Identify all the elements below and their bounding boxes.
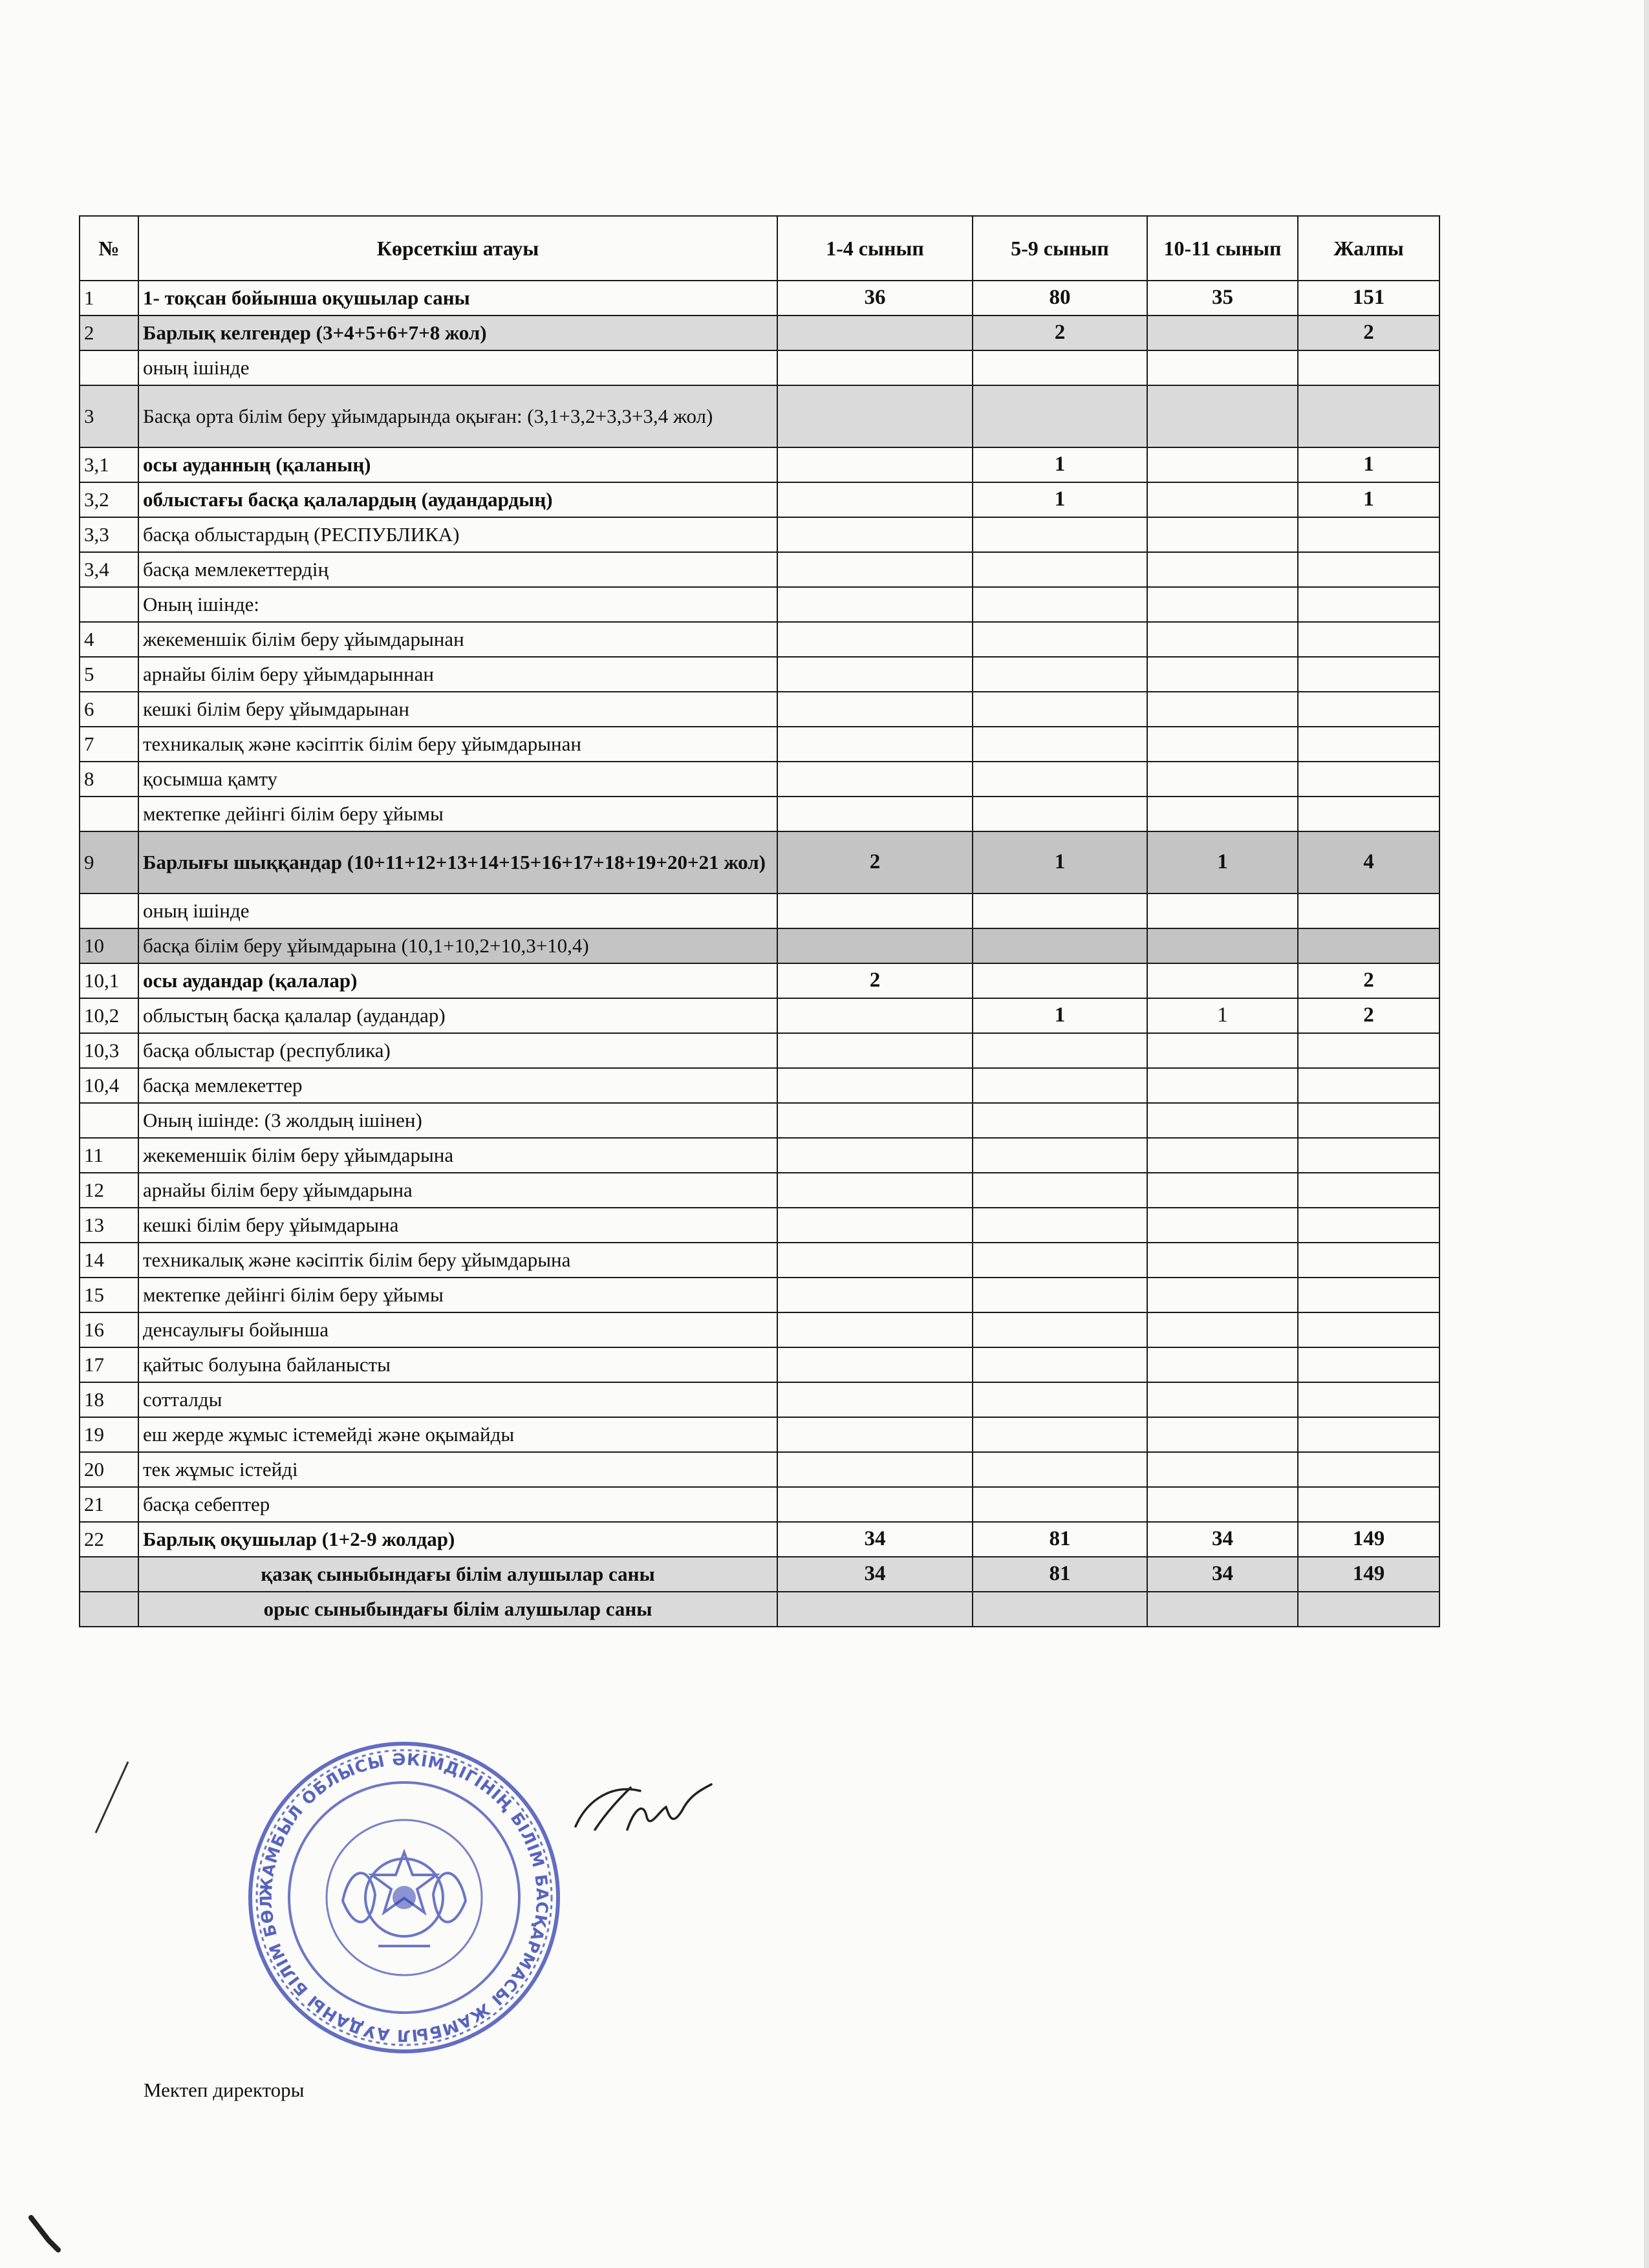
grades-1-4-cell bbox=[777, 1208, 973, 1243]
grades-5-9-cell bbox=[973, 517, 1147, 552]
total-cell bbox=[1298, 552, 1439, 587]
grades-1-4-cell bbox=[777, 1103, 973, 1138]
row-number-cell: 5 bbox=[80, 657, 138, 692]
grades-1-4-cell bbox=[777, 1382, 973, 1417]
indicator-name-cell: техникалық және кәсіптік білім беру ұйымдарына bbox=[138, 1243, 777, 1278]
grades-1-4-cell bbox=[777, 692, 973, 727]
indicator-name-cell: осы аудандар (қалалар) bbox=[138, 963, 777, 998]
grades-1-4-cell bbox=[777, 1068, 973, 1103]
table-row bbox=[80, 1347, 1439, 1382]
grades-10-11-cell bbox=[1147, 552, 1298, 587]
total-cell bbox=[1298, 692, 1439, 727]
table-row bbox=[80, 1487, 1439, 1522]
table-row bbox=[80, 928, 1439, 963]
row-number-cell: 14 bbox=[80, 1243, 138, 1278]
indicator-name-cell: басқа облыстар (республика) bbox=[138, 1033, 777, 1068]
grades-10-11-cell bbox=[1147, 928, 1298, 963]
total-cell: 1 bbox=[1298, 447, 1439, 482]
grades-10-11-cell bbox=[1147, 797, 1298, 831]
total-cell bbox=[1298, 350, 1439, 385]
table-row bbox=[80, 998, 1439, 1033]
grades-5-9-cell bbox=[973, 797, 1147, 831]
grades-5-9-cell bbox=[973, 1452, 1147, 1487]
table-row bbox=[80, 1592, 1439, 1627]
row-number-cell bbox=[80, 1103, 138, 1138]
grades-1-4-cell bbox=[777, 1173, 973, 1208]
grades-1-4-cell bbox=[777, 1278, 973, 1312]
table-row bbox=[80, 281, 1439, 316]
grades-10-11-cell bbox=[1147, 350, 1298, 385]
grades-1-4-cell bbox=[777, 762, 973, 797]
row-number-cell: 4 bbox=[80, 622, 138, 657]
grades-1-4-cell bbox=[777, 350, 973, 385]
row-number-cell: 21 bbox=[80, 1487, 138, 1522]
grades-10-11-cell bbox=[1147, 1243, 1298, 1278]
row-number-cell: 3,1 bbox=[80, 447, 138, 482]
table-row bbox=[80, 1173, 1439, 1208]
total-cell bbox=[1298, 727, 1439, 762]
report-table bbox=[79, 215, 1440, 1627]
table-row bbox=[80, 482, 1439, 517]
total-cell bbox=[1298, 622, 1439, 657]
grades-5-9-cell: 81 bbox=[973, 1522, 1147, 1557]
grades-1-4-cell bbox=[777, 385, 973, 447]
row-number-cell: 11 bbox=[80, 1138, 138, 1173]
table-row bbox=[80, 1382, 1439, 1417]
row-number-cell: 19 bbox=[80, 1417, 138, 1452]
grades-1-4-cell: 2 bbox=[777, 831, 973, 893]
row-number-cell: 15 bbox=[80, 1278, 138, 1312]
row-number-cell: 3,4 bbox=[80, 552, 138, 587]
grades-1-4-cell bbox=[777, 1487, 973, 1522]
grades-10-11-cell bbox=[1147, 762, 1298, 797]
header-grades-5-9: 5-9 сынып bbox=[973, 216, 1147, 281]
total-cell bbox=[1298, 385, 1439, 447]
row-number-cell: 22 bbox=[80, 1522, 138, 1557]
grades-10-11-cell bbox=[1147, 1312, 1298, 1347]
total-cell: 2 bbox=[1298, 998, 1439, 1033]
grades-10-11-cell bbox=[1147, 1417, 1298, 1452]
grades-10-11-cell bbox=[1147, 482, 1298, 517]
grades-10-11-cell bbox=[1147, 1138, 1298, 1173]
indicator-name-cell: кешкі білім беру ұйымдарына bbox=[138, 1208, 777, 1243]
table-row bbox=[80, 1278, 1439, 1312]
table-row bbox=[80, 1103, 1439, 1138]
grades-10-11-cell: 1 bbox=[1147, 831, 1298, 893]
table-row bbox=[80, 1243, 1439, 1278]
grades-10-11-cell bbox=[1147, 1592, 1298, 1627]
grades-1-4-cell bbox=[777, 587, 973, 622]
grades-1-4-cell bbox=[777, 797, 973, 831]
grades-1-4-cell bbox=[777, 727, 973, 762]
row-number-cell: 9 bbox=[80, 831, 138, 893]
grades-10-11-cell bbox=[1147, 1033, 1298, 1068]
grades-1-4-cell bbox=[777, 998, 973, 1033]
grades-10-11-cell bbox=[1147, 447, 1298, 482]
grades-5-9-cell bbox=[973, 1382, 1147, 1417]
grades-10-11-cell: 35 bbox=[1147, 281, 1298, 316]
row-number-cell: 3,2 bbox=[80, 482, 138, 517]
indicator-name-cell: орыс сыныбындағы білім алушылар саны bbox=[138, 1592, 777, 1627]
indicator-name-cell: қайтыс болуына байланысты bbox=[138, 1347, 777, 1382]
table-row bbox=[80, 893, 1439, 928]
table-row bbox=[80, 1208, 1439, 1243]
table-row bbox=[80, 622, 1439, 657]
grades-10-11-cell bbox=[1147, 587, 1298, 622]
grades-1-4-cell bbox=[777, 482, 973, 517]
grades-5-9-cell bbox=[973, 1278, 1147, 1312]
indicator-name-cell: Оның ішінде: bbox=[138, 587, 777, 622]
grades-1-4-cell bbox=[777, 1243, 973, 1278]
row-number-cell: 16 bbox=[80, 1312, 138, 1347]
total-cell: 149 bbox=[1298, 1522, 1439, 1557]
grades-5-9-cell bbox=[973, 928, 1147, 963]
grades-10-11-cell bbox=[1147, 1208, 1298, 1243]
row-number-cell: 13 bbox=[80, 1208, 138, 1243]
table-row bbox=[80, 1522, 1439, 1557]
row-number-cell: 10,1 bbox=[80, 963, 138, 998]
grades-5-9-cell bbox=[973, 1487, 1147, 1522]
row-number-cell: 7 bbox=[80, 727, 138, 762]
total-cell: 151 bbox=[1298, 281, 1439, 316]
grades-5-9-cell bbox=[973, 1592, 1147, 1627]
grades-10-11-cell bbox=[1147, 1103, 1298, 1138]
grades-1-4-cell bbox=[777, 657, 973, 692]
grades-10-11-cell bbox=[1147, 1452, 1298, 1487]
table-row bbox=[80, 797, 1439, 831]
grades-5-9-cell: 81 bbox=[973, 1557, 1147, 1592]
grades-1-4-cell bbox=[777, 447, 973, 482]
grades-5-9-cell: 1 bbox=[973, 447, 1147, 482]
total-cell: 149 bbox=[1298, 1557, 1439, 1592]
school-stamp-seal bbox=[246, 1739, 563, 2056]
total-cell: 4 bbox=[1298, 831, 1439, 893]
grades-5-9-cell bbox=[973, 692, 1147, 727]
grades-1-4-cell: 2 bbox=[777, 963, 973, 998]
table-row bbox=[80, 657, 1439, 692]
grades-5-9-cell bbox=[973, 1312, 1147, 1347]
indicator-name-cell: тек жұмыс істейді bbox=[138, 1452, 777, 1487]
indicator-name-cell: жекеменшік білім беру ұйымдарынан bbox=[138, 622, 777, 657]
indicator-name-cell: денсаулығы бойынша bbox=[138, 1312, 777, 1347]
indicator-name-cell: 1- тоқсан бойынша оқушылар саны bbox=[138, 281, 777, 316]
grades-1-4-cell bbox=[777, 517, 973, 552]
row-number-cell bbox=[80, 587, 138, 622]
indicator-name-cell: мектепке дейінгі білім беру ұйымы bbox=[138, 1278, 777, 1312]
grades-5-9-cell bbox=[973, 587, 1147, 622]
grades-5-9-cell bbox=[973, 1208, 1147, 1243]
total-cell bbox=[1298, 1487, 1439, 1522]
grades-10-11-cell bbox=[1147, 692, 1298, 727]
row-number-cell bbox=[80, 893, 138, 928]
total-cell bbox=[1298, 928, 1439, 963]
table-row bbox=[80, 517, 1439, 552]
grades-10-11-cell: 1 bbox=[1147, 998, 1298, 1033]
total-cell bbox=[1298, 587, 1439, 622]
table-row bbox=[80, 831, 1439, 893]
indicator-name-cell: облыстағы басқа қалалардың (аудандардың) bbox=[138, 482, 777, 517]
grades-5-9-cell bbox=[973, 762, 1147, 797]
grades-5-9-cell bbox=[973, 1103, 1147, 1138]
indicator-name-cell: арнайы білім беру ұйымдарына bbox=[138, 1173, 777, 1208]
grades-1-4-cell: 34 bbox=[777, 1522, 973, 1557]
header-indicator-name: Көрсеткіш атауы bbox=[138, 216, 777, 281]
grades-1-4-cell bbox=[777, 622, 973, 657]
total-cell bbox=[1298, 1347, 1439, 1382]
grades-10-11-cell bbox=[1147, 622, 1298, 657]
grades-5-9-cell bbox=[973, 552, 1147, 587]
stamp-ring-text: ЖАМБЫЛ ОБЛЫСЫ ӘКІМДІГІНІҢ БІЛІМ БАСҚАРМАСЫ ЖАМБЫЛ АУДАНЫ БІЛІМ БӨЛ bbox=[256, 1749, 552, 2046]
indicator-name-cell: қазақ сыныбындағы білім алушылар саны bbox=[138, 1557, 777, 1592]
page-edge bbox=[1644, 0, 1649, 2268]
table-row bbox=[80, 350, 1439, 385]
indicator-name-cell: Барлығы шыққандар (10+11+12+13+14+15+16+17+18+19+20+21 жол) bbox=[138, 831, 777, 893]
total-cell: 2 bbox=[1298, 963, 1439, 998]
table-row bbox=[80, 385, 1439, 447]
table-row bbox=[80, 447, 1439, 482]
total-cell bbox=[1298, 1138, 1439, 1173]
table-row bbox=[80, 1033, 1439, 1068]
row-number-cell: 8 bbox=[80, 762, 138, 797]
table-row bbox=[80, 1138, 1439, 1173]
indicator-name-cell: басқа мемлекеттер bbox=[138, 1068, 777, 1103]
grades-1-4-cell bbox=[777, 1312, 973, 1347]
grades-10-11-cell: 34 bbox=[1147, 1557, 1298, 1592]
total-cell bbox=[1298, 1208, 1439, 1243]
indicator-name-cell: еш жерде жұмыс істемейді және оқымайды bbox=[138, 1417, 777, 1452]
table-row bbox=[80, 316, 1439, 350]
grades-5-9-cell: 1 bbox=[973, 998, 1147, 1033]
grades-1-4-cell bbox=[777, 1347, 973, 1382]
row-number-cell: 17 bbox=[80, 1347, 138, 1382]
row-number-cell: 10 bbox=[80, 928, 138, 963]
header-number: № bbox=[80, 216, 138, 281]
row-number-cell bbox=[80, 350, 138, 385]
indicator-name-cell: мектепке дейінгі білім беру ұйымы bbox=[138, 797, 777, 831]
scan-corner-mark bbox=[26, 2211, 65, 2256]
indicator-name-cell: сотталды bbox=[138, 1382, 777, 1417]
grades-5-9-cell: 2 bbox=[973, 316, 1147, 350]
total-cell bbox=[1298, 1592, 1439, 1627]
grades-5-9-cell bbox=[973, 1033, 1147, 1068]
total-cell: 1 bbox=[1298, 482, 1439, 517]
total-cell bbox=[1298, 1452, 1439, 1487]
total-cell bbox=[1298, 1312, 1439, 1347]
grades-1-4-cell bbox=[777, 1452, 973, 1487]
total-cell bbox=[1298, 1243, 1439, 1278]
header-total: Жалпы bbox=[1298, 216, 1439, 281]
grades-1-4-cell bbox=[777, 1592, 973, 1627]
indicator-name-cell: басқа себептер bbox=[138, 1487, 777, 1522]
indicator-name-cell: оның ішінде bbox=[138, 893, 777, 928]
grades-5-9-cell: 80 bbox=[973, 281, 1147, 316]
grades-10-11-cell bbox=[1147, 1347, 1298, 1382]
grades-10-11-cell bbox=[1147, 727, 1298, 762]
indicator-name-cell: басқа облыстардың (РЕСПУБЛИКА) bbox=[138, 517, 777, 552]
grades-5-9-cell bbox=[973, 1068, 1147, 1103]
indicator-name-cell: жекеменшік білім беру ұйымдарына bbox=[138, 1138, 777, 1173]
grades-5-9-cell bbox=[973, 1138, 1147, 1173]
grades-5-9-cell bbox=[973, 622, 1147, 657]
table-row bbox=[80, 1557, 1439, 1592]
total-cell bbox=[1298, 1103, 1439, 1138]
indicator-name-cell: осы ауданның (қаланың) bbox=[138, 447, 777, 482]
row-number-cell: 12 bbox=[80, 1173, 138, 1208]
total-cell bbox=[1298, 657, 1439, 692]
header-grades-10-11: 10-11 сынып bbox=[1147, 216, 1298, 281]
row-number-cell: 10,2 bbox=[80, 998, 138, 1033]
grades-10-11-cell bbox=[1147, 1068, 1298, 1103]
row-number-cell bbox=[80, 797, 138, 831]
indicator-name-cell: Барлық оқушылар (1+2-9 жолдар) bbox=[138, 1522, 777, 1557]
grades-5-9-cell bbox=[973, 727, 1147, 762]
grades-10-11-cell bbox=[1147, 1278, 1298, 1312]
table-row bbox=[80, 692, 1439, 727]
grades-10-11-cell bbox=[1147, 517, 1298, 552]
grades-10-11-cell bbox=[1147, 963, 1298, 998]
grades-1-4-cell bbox=[777, 552, 973, 587]
table-row bbox=[80, 963, 1439, 998]
indicator-name-cell: облыстың басқа қалалар (аудандар) bbox=[138, 998, 777, 1033]
table-row bbox=[80, 1312, 1439, 1347]
grades-5-9-cell bbox=[973, 893, 1147, 928]
grades-5-9-cell: 1 bbox=[973, 482, 1147, 517]
report-body bbox=[80, 281, 1439, 1627]
indicator-name-cell: кешкі білім беру ұйымдарынан bbox=[138, 692, 777, 727]
row-number-cell: 1 bbox=[80, 281, 138, 316]
total-cell bbox=[1298, 1173, 1439, 1208]
indicator-name-cell: арнайы білім беру ұйымдарыннан bbox=[138, 657, 777, 692]
table-row bbox=[80, 1452, 1439, 1487]
row-number-cell: 6 bbox=[80, 692, 138, 727]
grades-5-9-cell bbox=[973, 963, 1147, 998]
grades-10-11-cell bbox=[1147, 1173, 1298, 1208]
row-number-cell bbox=[80, 1592, 138, 1627]
row-number-cell: 10,4 bbox=[80, 1068, 138, 1103]
total-cell bbox=[1298, 762, 1439, 797]
table-row bbox=[80, 727, 1439, 762]
indicator-name-cell: Оның ішінде: (3 жолдың ішінен) bbox=[138, 1103, 777, 1138]
total-cell bbox=[1298, 1417, 1439, 1452]
row-number-cell: 10,3 bbox=[80, 1033, 138, 1068]
grades-10-11-cell bbox=[1147, 316, 1298, 350]
total-cell bbox=[1298, 1033, 1439, 1068]
grades-1-4-cell bbox=[777, 893, 973, 928]
director-signature bbox=[569, 1771, 718, 1849]
grades-5-9-cell bbox=[973, 385, 1147, 447]
row-number-cell: 18 bbox=[80, 1382, 138, 1417]
director-signature-label: Мектеп директоры bbox=[144, 2079, 305, 2101]
grades-1-4-cell bbox=[777, 1033, 973, 1068]
indicator-name-cell: Барлық келгендер (3+4+5+6+7+8 жол) bbox=[138, 316, 777, 350]
grades-1-4-cell bbox=[777, 928, 973, 963]
indicator-name-cell: қосымша қамту bbox=[138, 762, 777, 797]
total-cell bbox=[1298, 517, 1439, 552]
grades-10-11-cell bbox=[1147, 1382, 1298, 1417]
row-number-cell: 2 bbox=[80, 316, 138, 350]
grades-5-9-cell bbox=[973, 350, 1147, 385]
row-number-cell: 3,3 bbox=[80, 517, 138, 552]
grades-1-4-cell: 36 bbox=[777, 281, 973, 316]
total-cell bbox=[1298, 1382, 1439, 1417]
table-row bbox=[80, 587, 1439, 622]
table-row bbox=[80, 1417, 1439, 1452]
pen-slash-mark bbox=[89, 1759, 135, 1836]
grades-5-9-cell bbox=[973, 1243, 1147, 1278]
table-row bbox=[80, 762, 1439, 797]
grades-1-4-cell bbox=[777, 1138, 973, 1173]
total-cell bbox=[1298, 1068, 1439, 1103]
row-number-cell bbox=[80, 1557, 138, 1592]
table-row bbox=[80, 1068, 1439, 1103]
indicator-name-cell: басқа білім беру ұйымдарына (10,1+10,2+10,3+10,4) bbox=[138, 928, 777, 963]
grades-10-11-cell: 34 bbox=[1147, 1522, 1298, 1557]
grades-5-9-cell bbox=[973, 1173, 1147, 1208]
grades-10-11-cell bbox=[1147, 657, 1298, 692]
grades-5-9-cell bbox=[973, 1347, 1147, 1382]
row-number-cell: 3 bbox=[80, 385, 138, 447]
indicator-name-cell: оның ішінде bbox=[138, 350, 777, 385]
grades-1-4-cell bbox=[777, 316, 973, 350]
grades-10-11-cell bbox=[1147, 893, 1298, 928]
total-cell: 2 bbox=[1298, 316, 1439, 350]
grades-5-9-cell: 1 bbox=[973, 831, 1147, 893]
total-cell bbox=[1298, 1278, 1439, 1312]
grades-1-4-cell: 34 bbox=[777, 1557, 973, 1592]
indicator-name-cell: басқа мемлекеттердің bbox=[138, 552, 777, 587]
table-header-row bbox=[80, 216, 1439, 281]
grades-5-9-cell bbox=[973, 657, 1147, 692]
header-grades-1-4: 1-4 сынып bbox=[777, 216, 973, 281]
grades-5-9-cell bbox=[973, 1417, 1147, 1452]
indicator-name-cell: техникалық және кәсіптік білім беру ұйымдарынан bbox=[138, 727, 777, 762]
grades-10-11-cell bbox=[1147, 385, 1298, 447]
grades-1-4-cell bbox=[777, 1417, 973, 1452]
row-number-cell: 20 bbox=[80, 1452, 138, 1487]
grades-10-11-cell bbox=[1147, 1487, 1298, 1522]
total-cell bbox=[1298, 893, 1439, 928]
indicator-name-cell: Басқа орта білім беру ұйымдарында оқыған: (3,1+3,2+3,3+3,4 жол) bbox=[138, 385, 777, 447]
total-cell bbox=[1298, 797, 1439, 831]
table-row bbox=[80, 552, 1439, 587]
